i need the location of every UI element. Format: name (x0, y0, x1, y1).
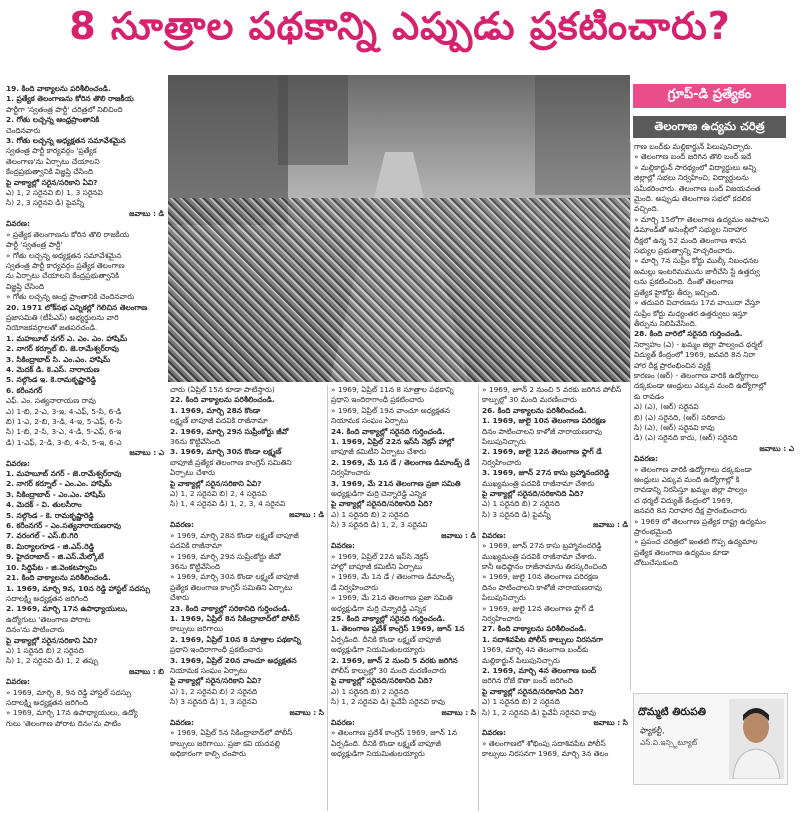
text-line: లను ప్రకటించింది. దీంతో తెలంగాణ (634, 277, 734, 287)
text-line: పై వాక్యాల్లో సరైనది/సరికానిది ఏది? (482, 489, 584, 499)
text-line: » గోతు లచ్చన్న ఆంధ్ర ప్రాంతానికి చెందినవారు (6, 292, 135, 302)
text-line: దీక్షలో ఉన్న 52 మంది తెలంగాణ శాసన (634, 235, 747, 245)
text-line: మల్లికార్జున్ పిలుపునిచ్చారు (482, 655, 560, 665)
question-line: 25. కింది వాక్యాల్లో సరైనది గుర్తించండి. (331, 613, 446, 623)
question-line: 4. మెదక్ - వి. తులసీరాం (6, 500, 82, 510)
text-line: గులు 'తెలంగాణ పోరాట దినం'ను పాటిం (6, 718, 121, 728)
answer-line: జవాబు : బి (128, 666, 164, 676)
question-line: 2. నాగర్ కర్నూల్ - ఎం.ఎం. హాషిమ్ (6, 479, 112, 489)
text-line: » తెలంగాణ వారికి ఉద్యోగాలు దక్కకుండా (634, 464, 752, 474)
text-line: ప్రత్యేక హైకోర్టు తీర్పు ఇచ్చింది. (634, 287, 720, 297)
text-line: ఎ) 1 సరైనది బి) 2 సరైనది (6, 645, 84, 655)
question-line: 9. హైదరాబాద్ - జి.ఎస్.మేల్కోటే (6, 552, 104, 562)
question-line: 1. 1969, జులై 10న తెలంగాణ పరిరక్షణ (482, 416, 606, 426)
text-line: పిలుపునిచ్చారు (482, 437, 526, 447)
text-line: సి) 1, 2 సరైనవి డి) పైవేవీ సరైనవి కావు (482, 707, 596, 717)
text-line: సి) 3 సరైనది డి) పైవన్నీ (482, 509, 551, 519)
text-line: ప్రధాని ఇందిరాగాంధీ ప్రకటించారు (170, 645, 263, 655)
text-line: నియోజకవర్గాలతో జతపరచండి. (6, 323, 98, 333)
text-line: లక్ష్మణ్ బాపూజీ పదవికి రాజీనామా (170, 416, 268, 426)
answer-line: జవాబు : ఎ (759, 443, 794, 453)
text-line: సదాలక్ష్మి అధ్యక్షతన జరిగింది (6, 593, 89, 603)
text-line: » తెలంగాణ బంద్ జరిగిన తొలి బంద్ ఇదే (634, 152, 752, 162)
page-headline: 8 సూత్రాల పథకాన్ని ఎప్పుడు ప్రకటించారు? (69, 4, 731, 48)
text-line: సదాలక్ష్మి అధ్యక్షతన జరిగింది (6, 697, 89, 707)
text-line: కు రావడం (634, 391, 664, 401)
text-line: ఎ) 1 సరైనది బి) 2 సరైనది (482, 697, 560, 707)
text-line: నిర్వహించారు (482, 613, 522, 623)
text-line: పై వాక్యాల్లో సరైనది/సరికానిది ఏది? (482, 686, 584, 696)
author-role: ఫ్యాకల్టీ, (640, 726, 665, 735)
question-line: 3. సికింద్రాబాద్ సి. ఎం.ఎం. హాషిమ్ (6, 354, 111, 364)
text-line: ఏర్పడింది. దీనికి కొండా లక్ష్మణ్ బాపూజీ (331, 738, 441, 748)
question-line: 1. సదాశివపేట పోలీస్ కాల్పులు నిరసనగా (482, 634, 603, 644)
text-line: స్వతంత్ర పార్టీ కార్యవర్గం 'ప్రత్యేక (6, 146, 97, 156)
text-line: ఎ) 1 సరైనది బి) 2 సరైనది (331, 686, 409, 696)
text-line: సి) 1, 2 సరైనవి డి) 1, 2 తప్పు (6, 656, 99, 666)
text-line: డిమాండ్‌తో అసెంబ్లీలో సభ్యుల నిరాహార (634, 225, 747, 235)
text-line: కానీ అధిష్ఠానం రాజీనామాను తిరస్కరించింది (482, 561, 607, 571)
question-line: 3. 1969, మార్చి 30న కొండా లక్ష్మణ్ (170, 447, 282, 457)
question-line: 1. 1969, ఏప్రిల్ 8న సికింద్రాబాద్‌లో పోలీస్ (170, 613, 300, 623)
text-line: అధికారంగా కాల్పి చంపారు (170, 749, 246, 759)
text-line: పై వాక్యాల్లో సరైన/సరికాని ఏవి? (170, 478, 262, 488)
text-line: జిల్లాల్లో సభలు నిర్వహించి, విద్యార్థులను (634, 173, 749, 183)
text-line: » 1969, మార్చి 30న కొండా లక్ష్మణ్ బాపూజీ (170, 572, 299, 582)
text-line: » 1969, మార్చి 8, 9న రెడ్డి హాస్టల్ సదస్సు (6, 687, 132, 697)
text-line: హార దీక్ష ప్రారంభించిన వ్యక్తి (634, 360, 711, 370)
text-line: గాణ బంద్‌కు మల్లికార్జున్ పిలుపునిచ్చారు. (634, 142, 753, 151)
text-line: ఎ) 1, 2 సరైనవి బి) 2 సరైనది (170, 686, 258, 696)
answer-line: జవాబు : సి (289, 707, 324, 717)
text-line: సి) 1-బి, 2-సి, 3-ఎ, 4-డి, 5-ఎఫ్, 6-ఇ (6, 427, 122, 437)
text-line: సి) 1, 2 సరైనవి డి) పైవేవీ సరైనవి కావు (331, 697, 445, 707)
text-line: ఎ) (ఎ), (ఆర్) సరైనవి (634, 402, 699, 412)
text-line: అమల్లు ఇంటరిమమును జారీచేసి స్టే ఉత్తర్వు (634, 266, 760, 276)
answer-line: జవాబు : సి (593, 718, 628, 727)
text-line: ఎ) 1 సరైనది బి) 2 సరైనది (331, 509, 409, 519)
text-line: 36ను కొట్టివేసింది (170, 561, 221, 571)
question-line: 1. ప్రత్యేక తెలంగాణను కోరిన తొలి రాజకీయ (6, 94, 134, 104)
question-line: 3. 1969, జూన్ 27న కాసు బ్రహ్మానందరెడ్డి (482, 468, 610, 478)
author-avatar (729, 699, 784, 779)
text-line: » మార్చి 15లోగా తెలంగాణ ఉద్యమం ఆపాలని (634, 214, 770, 224)
text-line: ఎ) 1 సరైనది బి) 2 సరైనది (482, 499, 560, 509)
question-line: 23. కింది వాక్యాల్లో సరికానిది గుర్తించండి. (170, 603, 291, 613)
text-line: ఆంధ్రులు ఎక్కువ మంది ఉద్యోగాల్లో కి (634, 475, 740, 484)
text-line: వివరణ: (6, 219, 30, 229)
column-2 (170, 385, 324, 811)
text-line: ఉద్యోగులు 'తెలంగాణ పోరాట (6, 614, 91, 624)
text-line: సి) 3 సరైనది డి) 1, 2, 3 సరైనవి (331, 520, 428, 530)
text-line: నిర్వహించారు (482, 457, 522, 467)
question-line: 8. మిర్యాలగూడ - జి.ఎస్.రెడ్డి (6, 541, 95, 551)
text-line: పై వాక్యాల్లో సరైన/సరికాని ఏవి? (6, 635, 98, 645)
text-line: కాల్పులు జరిగాయి (170, 624, 224, 634)
question-line: 3. గోతు లచ్చన్న అధ్యక్షతన సమావేశమైన (6, 136, 126, 146)
text-line: వివరణ: (331, 718, 355, 727)
question-line: 19. కింది వాక్యాలను పరిశీలించండి. (6, 84, 111, 93)
text-line: పదవికి రాజీనామా (170, 541, 222, 551)
text-line: విజ్ఞప్తి చేసింది (6, 281, 45, 291)
text-line: » ప్రత్యేక తెలంగాణను కోరిన తొలి రాజకీయ (6, 229, 130, 239)
text-line: » గోతు లచ్చన్న అధ్యక్షతన సమావేశమైన (6, 250, 122, 260)
text-line: సి) 1, 4 సరైనవి డి) 1, 2, 3, 4 సరైనవి (170, 499, 286, 509)
question-line: 2. 1969, మార్చి 29న సుప్రీంకోర్టు జీవో (170, 426, 289, 436)
text-line: » మల్లికార్జున్ సారథ్యంలో విద్యార్థులు అన్ని (634, 162, 757, 172)
text-line: వివరణ: (482, 530, 506, 540)
question-line: 27. కింది వాక్యాలను పరిశీలించండి. (482, 624, 587, 634)
text-line: డి) (ఎ) సరైనది కాదు, (ఆర్) సరైనది (634, 433, 738, 443)
question-line: 3. 1969, ఏప్రిల్ 20న వాంచూ అధ్యక్షతన (170, 655, 297, 665)
text-line: ఎ) 1, 2 సరైనవి బి) 1, 3 సరైనవి (6, 188, 103, 198)
text-line: ఎ) 1-బి, 2-ఎ, 3-ఇ, 4-ఎఫ్, 5-సి, 6-డి (6, 406, 122, 416)
question-line: 20. 1971 లోక్‌సభ ఎన్నికల్లో గెలిచిన తెలంగాణ (6, 302, 148, 312)
text-line: డి) 1-ఎఫ్, 2-డి, 3-బి, 4-సి, 5-ఇ, 6-ఎ (6, 437, 122, 447)
text-line: ప్రధాని ఇందిరాగాంధీ ప్రకటించారు (331, 395, 424, 405)
text-line: » 1969, మార్చి 17న ఉపాధ్యాయులు, ఉద్యో (6, 708, 138, 718)
text-line: పై వాక్యాల్లో సరైనది/సరికానిది ఏది? (331, 499, 433, 509)
text-line: ప్రత్యేక తెలంగాణ కాంగ్రెస్ సమితిని ఏర్పాటు (170, 582, 293, 592)
text-line: ఏర్పాటు చేశారు (170, 468, 216, 478)
text-line: ఎ) 1, 2 సరైనవి బి) 2, 4 సరైనవి (170, 489, 267, 499)
text-line: సుప్రీం కోర్టు మధ్యంతర ఉత్తర్వులు ఇస్తూ (634, 308, 748, 318)
text-line: హాల్లో బాపూజీ కమిటీని ఏర్పాటు (331, 561, 423, 571)
text-line: 36ను కొట్టివేసింది (170, 437, 221, 447)
text-line: బి) (ఎ) సరైనది, (ఆర్) సరికాదు (634, 412, 726, 422)
historical-crowd-photo (168, 75, 630, 382)
text-line: చారు (ఏప్రిల్ 15న కూడా పాటిస్తారు) (170, 385, 275, 394)
text-line: దక్కకుండా ఆంధ్రులు ఎక్కువ మంది ఉద్యోగాల్లో (634, 381, 766, 391)
column-4 (482, 385, 628, 811)
text-line: » 1969, జులై 12న తెలంగాణ ఫ్లాగ్ డే (482, 603, 594, 613)
person-icon (729, 699, 784, 779)
text-line: దినం పాటించాలని కాళోజీ నారాయణరావు (482, 582, 602, 592)
question-line: 1. 1969, మార్చి 9న, 10న రెడ్డి హాస్టల్ సదస్సు (6, 583, 151, 593)
question-line: 1. మహబూబ్ నగర్ - జె.రామేశ్వర్‌రావు (6, 469, 122, 479)
column-3 (331, 385, 476, 811)
text-line: స్వతంత్ర పార్టీ కార్యవర్గం ప్రత్యేక తెలంగాణ (6, 260, 125, 270)
column-1 (6, 84, 164, 811)
answer-line: జవాబు : డి (593, 520, 628, 530)
text-line: వివరణ: (170, 718, 194, 727)
text-line: ప్రజాసమితి (టీపీఎస్) అభ్యర్థులను వారి (6, 312, 119, 322)
text-line: » 1969, జులై 10న తెలంగాణ పరిరక్షణ (482, 572, 599, 582)
text-line: కాల్పులు నిరసనగా 1969, మార్చి 3న తెలం (482, 749, 609, 759)
answer-line: జవాబు : ఎ (129, 448, 164, 458)
question-line: 22. కింది వాక్యాలను పరిశీలించండి. (170, 395, 275, 405)
text-line: నిర్వహించారు (331, 468, 371, 478)
text-line: » మార్చి 7న సుప్రీం కోర్టు ముల్కీ నిబంధనల (634, 256, 759, 266)
question-line: 7. వరంగల్ - ఎస్.బి.గిరి (6, 531, 79, 541)
question-line: 2. 1969, జులై 12న తెలంగాణ ఫ్లాగ్ డే (482, 447, 602, 457)
question-line: 21. కింది వాక్యాలను పరిశీలించండి. (6, 573, 111, 583)
text-line: ప్రారంభమైంది (634, 527, 673, 537)
text-line: పై వాక్యాల్లో సరైన/సరికాని ఏవి? (170, 676, 262, 686)
text-line: » 1969, మార్చి 29న సుప్రీంకోర్టు జీవో (170, 551, 281, 561)
text-line: పై వాక్యాల్లో సరైనది/సరికానిది ఏది? (331, 676, 433, 686)
question-line: 1. 1969, ఏప్రిల్ 22న ఇస్‌సి నెక్రస్ హాల్లో (331, 437, 454, 447)
text-line: ఏర్పడింది. దీనికి కొండా లక్ష్మణ్ బాపూజీ (331, 634, 441, 644)
text-line: సమీకరించారు. తెలంగాణ బంద్ విజయవంత (634, 183, 761, 193)
answer-line: జవాబు : డి (441, 530, 476, 540)
text-line: » 1969, జూన్ 2 నుంచి 5 వరకు జరిగిన పోలీస్ (482, 385, 622, 394)
text-line: మైంది. అప్పుడు తెలంగాణ సభలో కదలిక (634, 194, 751, 204)
text-line: డే నిర్వహించారు (331, 582, 379, 592)
text-line: ను ఏర్పాటు చేయాలని కేంద్రప్రభుత్వానికి (6, 271, 119, 281)
text-line: » 1969, ఏప్రిల్ 22న ఇస్‌సి నెక్రస్ (331, 551, 429, 561)
author-institute: ఎస్.వి.ఇన్స్టిట్యూట్ (640, 738, 698, 747)
text-line: వివరణ: (634, 454, 658, 464)
text-line: జనవరి 8న నిరాహార దీక్ష ప్రారంభించారు (634, 506, 747, 516)
text-line: » 1969, మే 1న డే / తెలంగాణ డిమాండ్స్ (331, 572, 454, 582)
text-line: నియామక సంఘం ఏర్పాటు (170, 665, 248, 675)
question-line: 2. గోతు లచ్చన్న ఆంధ్రప్రాంతానికి (6, 115, 100, 125)
text-line: బాపూజీ కమిటీని ఏర్పాటు చేశారు (331, 447, 427, 457)
text-line: సభ్యుల ప్రభుత్వాన్ని హెచ్చరించారు. (634, 246, 735, 256)
text-line: అధ్యక్షుడిగా నియమితులయ్యారు (331, 645, 425, 655)
text-line: » 1969 లో తెలంగాణ ప్రత్యేక రాష్ట్ర ఉద్యమం (634, 516, 766, 526)
text-line: వివరణ: (6, 458, 30, 468)
answer-line: జవాబు : డి (129, 208, 164, 218)
text-line: చేశారు (170, 593, 190, 603)
text-line: వివరణ: (6, 677, 30, 687)
section-tag-group: గ్రూప్-డి ప్రత్యేకం (633, 84, 786, 108)
text-line: పోలీస్ కాల్పుల్లో 30 మంది మరణించారు (331, 665, 447, 675)
text-line: బి) 1-ఎ, 2-బి, 3-డి, 4-ఇ, 5-ఎఫ్, 6-సి (6, 417, 122, 426)
text-line: పిలుపునిచ్చారు (482, 593, 526, 603)
answer-line: జవాబు : సి (441, 707, 476, 717)
question-line: 3. సికింద్రాబాద్ - ఎం.ఎం. హాషిమ్ (6, 489, 106, 499)
text-line: చెందినవారు (6, 125, 41, 135)
text-line: ప్రత్యేక తెలంగాణ ఉద్యమం కూడా (634, 547, 730, 557)
section-tag-topic: తెలంగాణ ఉద్యమ చరిత్ర (633, 116, 786, 138)
text-line: » 1969, ఏప్రిల్ 5న సికింద్రాబాద్‌లో పోలీస్ (170, 728, 293, 738)
text-line: » 1969, ఏప్రిల్ 19న వాంచూ అధ్యక్షతన (331, 405, 450, 415)
text-line: ముఖ్యమంత్రి పదవికి రాజీనామా చేశారు (482, 478, 595, 488)
text-line: విద్యుత్ కేంద్రంలో 1969, జనవరి 8న నిరా (634, 350, 756, 360)
text-line: చోటుచేసుకుంది (634, 558, 678, 568)
question-line: 2. 1969, మే 1న డే / తెలంగాణ డిమాండ్స్ డే (331, 457, 470, 467)
text-line: పార్టీ 'స్వతంత్ర పార్టీ' (6, 240, 63, 250)
text-line: అధ్యక్షుడిగా మర్రి చెన్నారెడ్డి ఎన్నిక (331, 489, 427, 499)
question-line: 1. మహబూబ్ నగర్ ఎ. ఎం. ఎం. హాషిమ్ (6, 333, 128, 343)
text-line: దినం పాటించాలని కాళోజీ నారాయణరావు (482, 426, 602, 436)
text-line: చ థర్మల్ విద్యుత్ కేంద్రంలో 1969, (634, 495, 733, 505)
text-line: వచ్చింది. (634, 204, 659, 214)
text-line: వివరణ: (331, 541, 355, 551)
column-5 (634, 142, 794, 690)
question-line: 2. 1969, జూన్ 2 నుంచి 5 వరకు జరిగిన (331, 655, 458, 665)
answer-line: జవాబు : డి (289, 509, 324, 519)
text-line: కేంద్రప్రభుత్వానికి విజ్ఞప్తి చేసింది (6, 167, 94, 177)
text-line: 1969, మార్చి 4న తెలంగాణ బంద్‌కు (482, 645, 589, 655)
text-line: » 1969, ఏప్రిల్ 11న 8 సూత్రాల పథకాన్ని (331, 385, 454, 394)
question-line: 28. కింది వారిలో సరైనది గుర్తించండి. (634, 329, 743, 339)
text-line: కాల్పులు జరిగాయి. ప్రజా కవి యదవల్లి (170, 738, 281, 748)
text-line: కాల్పుల్లో 30 మంది మరణించారు (482, 395, 577, 405)
text-line: » తెలంగాణలో శోభింపు సదాశివపేట పోలీస్ (482, 738, 606, 748)
text-line: సి) 2, 3 సరైనవి డి) పైవన్నీ (6, 198, 85, 208)
question-line: 5. నల్గొండ - కె. రామకృష్ణారెడ్డి (6, 510, 94, 520)
question-line: 6. కరీంనగర్ (6, 385, 43, 395)
text-line: » ప్రపంచ చరిత్రలో ఇంతటి గొప్ప ఉద్యమాల (634, 537, 758, 547)
text-line: నియామక సంఘం ఏర్పాటు (331, 416, 409, 426)
text-line: రావడాన్ని నిరసిస్తూ ఖమ్మం జిల్లా పాల్వం (634, 485, 748, 495)
text-line: సి) (ఎ), (ఆర్) సరైనవి కావు (634, 422, 715, 432)
text-line: అధ్యక్షుడిగా మర్రి చెన్నారెడ్డి ఎన్నిక (331, 603, 427, 613)
question-line: 5. నల్గొండ ఇ. కె.రామకృష్ణారెడ్డి (6, 375, 96, 385)
text-line: వివరణ: (170, 520, 194, 530)
question-line: 6. కరీంనగర్ - ఎం.సత్యనారాయణరావు (6, 521, 121, 531)
text-line: నిర్వాహం (ఎ) - ఖమ్మం జిల్లా పాల్వంచ థర్మల్ (634, 339, 763, 349)
text-line: » 1969, మార్చి 28న కొండా లక్ష్మణ్ బాపూజీ (170, 530, 299, 540)
text-line: » 1969, జూన్ 27న కాసు బ్రహ్మానందరెడ్డి (482, 541, 602, 551)
question-line: 2. 1969, మార్చి 17న ఉపాధ్యాయులు, (6, 604, 128, 614)
text-line: వివరణ: (482, 728, 506, 738)
text-line: తెలంగాణ'ను ఏర్పాటు చేయాలని (6, 156, 100, 166)
text-line: బాపూజీ ప్రత్యేక తెలంగాణ కాంగ్రెస్ సమితిని (170, 457, 292, 467)
text-line: పార్టీగా 'స్వతంత్ర పార్టీ' చరిత్రలో నిలిచింది (6, 104, 123, 114)
author-box (633, 693, 788, 785)
text-line: పై వాక్యాల్లో సరైన/సరికాని ఏవి? (6, 177, 98, 187)
text-line: జరిగిన రోజే కౌతా బంద్ జరిగింది (482, 676, 573, 686)
question-line: 26. కింది వాక్యాలను పరిశీలించండి. (482, 405, 587, 415)
text-line: » 1969, మే 21న తెలంగాణ ప్రజా సమితి (331, 593, 453, 603)
question-line: 24. కింది వాక్యాల్లో సరైనది గుర్తించండి. (331, 426, 446, 436)
question-line: 2. 1969, ఏప్రిల్ 10న 8 సూత్రాల పథకాన్ని (170, 634, 301, 644)
text-line: కారణం (ఆర్) - తెలంగాణ వారికి ఉద్యోగాలు (634, 370, 759, 380)
text-line: సి) 3 సరైనది డి) 1, 3 సరైనవి (170, 697, 257, 707)
question-line: 10. సిద్దిపేట - జి.వెంకటస్వామి (6, 562, 97, 572)
question-line: 4. మెదక్ డి. కె.ఎస్. నారాయణ (6, 364, 100, 374)
question-line: 2. 1969, మార్చి 4న తెలంగాణ బంద్ (482, 665, 597, 675)
text-line: » తదుపరి విచారణను 17వ వాయిదా వేస్తూ (634, 298, 761, 308)
question-line: 1. తెలంగాణ ప్రదేశ్ కాంగ్రెస్ 1969, జూన్ 1న (331, 624, 465, 634)
text-line: ముఖ్యమంత్రి పదవికి రాజీనామా చేశారు. (482, 551, 597, 561)
question-line: 1. 1969, మార్చి 28న కొండా (170, 405, 261, 415)
question-line: 2. నాగర్ కర్నూల్ బి. జె.రామేశ్వర్‌రావు (6, 344, 119, 354)
text-line: ఎఫ్. ఎం. సత్యనారాయణ రావు (6, 396, 96, 406)
text-line: తీర్పును నిలిపివేసింది. (634, 318, 698, 328)
text-line: » తెలంగాణ ప్రదేశ్ కాంగ్రెస్ 1969, జూన్ 1న (331, 728, 458, 738)
question-line: 3. 1969, మే 21న తెలంగాణ ప్రజా సమితి (331, 478, 461, 488)
text-line: అధ్యక్షుడిగా నియమితులయ్యారు (331, 749, 425, 759)
text-line: దినం'ను పాటించారు (6, 625, 65, 635)
author-name: దొమ్మటి తిరుపతి (638, 706, 706, 718)
